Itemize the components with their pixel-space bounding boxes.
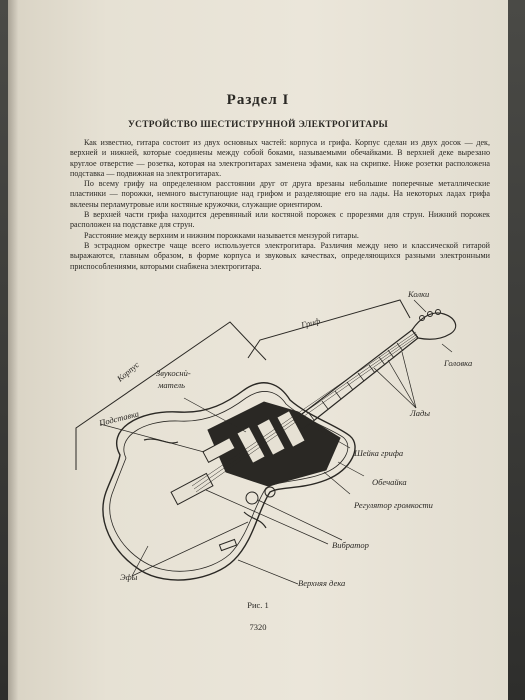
- figure-caption: Рис. 1: [247, 600, 269, 610]
- section-title: Раздел I: [226, 92, 290, 108]
- neck-bracket-line: [248, 300, 410, 358]
- label-efy: Эфы: [120, 572, 138, 582]
- output-plate: [219, 539, 236, 550]
- paragraph: Как известно, гитара состоит из двух основных частей: корпуса и грифа. Корпус сделан из двух досок — дек, верхней и нижней, которые соединены между собой боками, называемыми обечайками. В верхней деке вырезано круглое отверстие — розетка, которая на электрогитарах заменена эфами, как на скрипке. Ниже розетки расположена подставка — подвижная на электрогитарах.: [70, 138, 490, 178]
- label-sheika: Шейка грифа: [354, 448, 404, 458]
- label-zvukosnimatel-1: Звукоснѝ-: [156, 368, 191, 378]
- label-grif: Гриф: [300, 315, 322, 330]
- label-kolki: Колки: [408, 289, 430, 299]
- label-regulyator: Регулятор громкости: [354, 500, 433, 510]
- paragraph: По всему грифу на определенном расстоянии друг от друга врезаны небольшие поперечные металлические пластинки — порожки, немного выступающие над грифом и разделяющие его на лады. На некоторых ладах грифа вклеены перламутровые или костяные кружочки, служащие ориентиром.: [70, 179, 490, 209]
- label-korpus: Корпус: [114, 359, 141, 384]
- vibrato-tailpiece: [171, 473, 213, 504]
- paragraph: В эстрадном оркестре чаще всего используется электрогитара. Различия между нею и классической гитарой выражаются, главным образом, в форме корпуса и звуковых качествах, определяющихся разными электронными приспособлениями, которыми снабжена электрогитара.: [70, 240, 490, 271]
- chapter-title: УСТРОЙСТВО ШЕСТИСТРУННОЙ ЭЛЕКТРОГИТАРЫ: [127, 120, 388, 130]
- paragraph: В верхней части грифа находится деревянный или костяной порожек с прорезями для струн. Нижний порожек расположен на подставке для струн.: [70, 210, 490, 230]
- label-obechaika: Обечайка: [372, 477, 407, 487]
- label-deka: Верхняя дека: [298, 578, 346, 588]
- tuner-peg: [436, 310, 441, 315]
- frets: [308, 343, 403, 420]
- page-number: 7320: [249, 622, 267, 632]
- guitar-figure: [8, 0, 508, 700]
- guitar-body-outline: [103, 383, 355, 580]
- label-podstavka: Подставка: [98, 408, 140, 428]
- headstock: [412, 313, 456, 339]
- paragraph: Расстояние между верхним и нижним порожками называется мензурой гитары.: [84, 230, 359, 240]
- label-lady: Лады: [410, 408, 431, 418]
- f-hole: [144, 439, 178, 443]
- label-vibrator: Вибратор: [332, 540, 369, 550]
- label-golovka: Головка: [444, 358, 473, 368]
- guitar-body-inner: [110, 391, 348, 571]
- book-page: [8, 0, 508, 700]
- volume-knob: [246, 492, 258, 504]
- label-zvukosnimatel-2: матель: [158, 380, 185, 390]
